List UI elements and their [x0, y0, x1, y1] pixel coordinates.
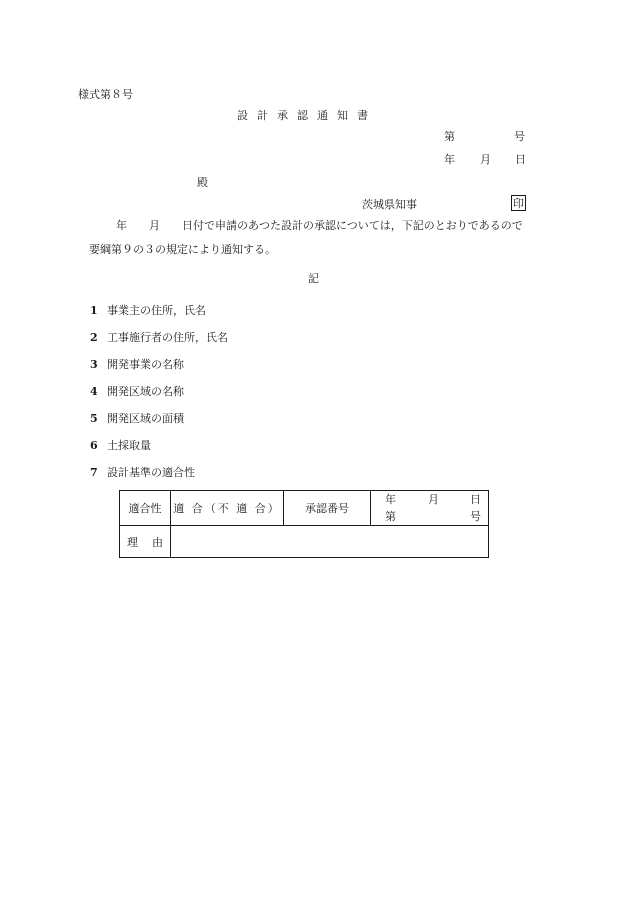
- reason-value: [171, 526, 489, 558]
- table-row: [120, 491, 489, 526]
- table-date-month: 月: [428, 493, 439, 506]
- list-item: [90, 305, 206, 316]
- approval-number-label: 承認番号: [284, 491, 371, 526]
- body-line-1: [116, 220, 523, 231]
- list-item: [90, 359, 184, 370]
- item-number: 6: [90, 439, 98, 452]
- date-day-label: 日: [515, 153, 526, 166]
- date-month-label: 月: [480, 153, 491, 166]
- item-number: 2: [90, 331, 98, 344]
- body-year: 年: [116, 219, 127, 232]
- item-number: 7: [90, 466, 98, 479]
- list-item: [90, 386, 184, 397]
- list-item: [90, 413, 184, 424]
- item-label: 土採取量: [107, 439, 151, 452]
- table-row: [120, 526, 489, 558]
- document-number-prefix: 第: [444, 130, 455, 143]
- item-label: 設計基準の適合性: [107, 466, 195, 479]
- item-label: 開発区域の名称: [107, 385, 184, 398]
- item-number: 1: [90, 304, 98, 317]
- conformity-label: 適合性: [120, 491, 171, 526]
- issuer-name: 茨城県知事: [362, 198, 417, 211]
- body-month: 月: [149, 219, 160, 232]
- body-text: 日付で申請のあつた設計の承認については，下記のとおりであるので: [182, 219, 523, 232]
- reason-label: [120, 526, 171, 558]
- reason-label-char-2: 由: [152, 535, 163, 549]
- ki-heading: 記: [308, 272, 319, 285]
- body-line-2: 要綱第９の３の規定により通知する。: [89, 243, 276, 256]
- item-label: 工事施行者の住所，氏名: [107, 331, 228, 344]
- item-label: 開発事業の名称: [107, 358, 184, 371]
- table-number-suffix: 号: [470, 510, 481, 523]
- table-date-year: 年: [385, 493, 396, 506]
- seal-stamp: 印: [513, 197, 524, 210]
- item-number: 3: [90, 358, 98, 371]
- document-title: 設計承認通知書: [237, 109, 377, 122]
- reason-label-char-1: 理: [127, 535, 138, 549]
- document-number-suffix: 号: [514, 130, 525, 143]
- item-number: 4: [90, 385, 98, 398]
- list-item: [90, 440, 151, 451]
- item-label: 開発区域の面積: [107, 412, 184, 425]
- list-item: [90, 332, 228, 343]
- list-item: [90, 467, 195, 478]
- form-number: 様式第８号: [78, 88, 133, 101]
- item-label: 事業主の住所，氏名: [107, 304, 206, 317]
- addressee-suffix: 殿: [197, 176, 208, 189]
- table-date-day: 日: [470, 493, 481, 506]
- item-number: 5: [90, 412, 98, 425]
- date-year-label: 年: [444, 153, 455, 166]
- table-number-prefix: 第: [385, 510, 396, 523]
- approval-date-number-cell: [371, 491, 489, 526]
- conformity-table: [119, 490, 489, 558]
- conformity-value: 適 合（不 適 合）: [171, 491, 284, 526]
